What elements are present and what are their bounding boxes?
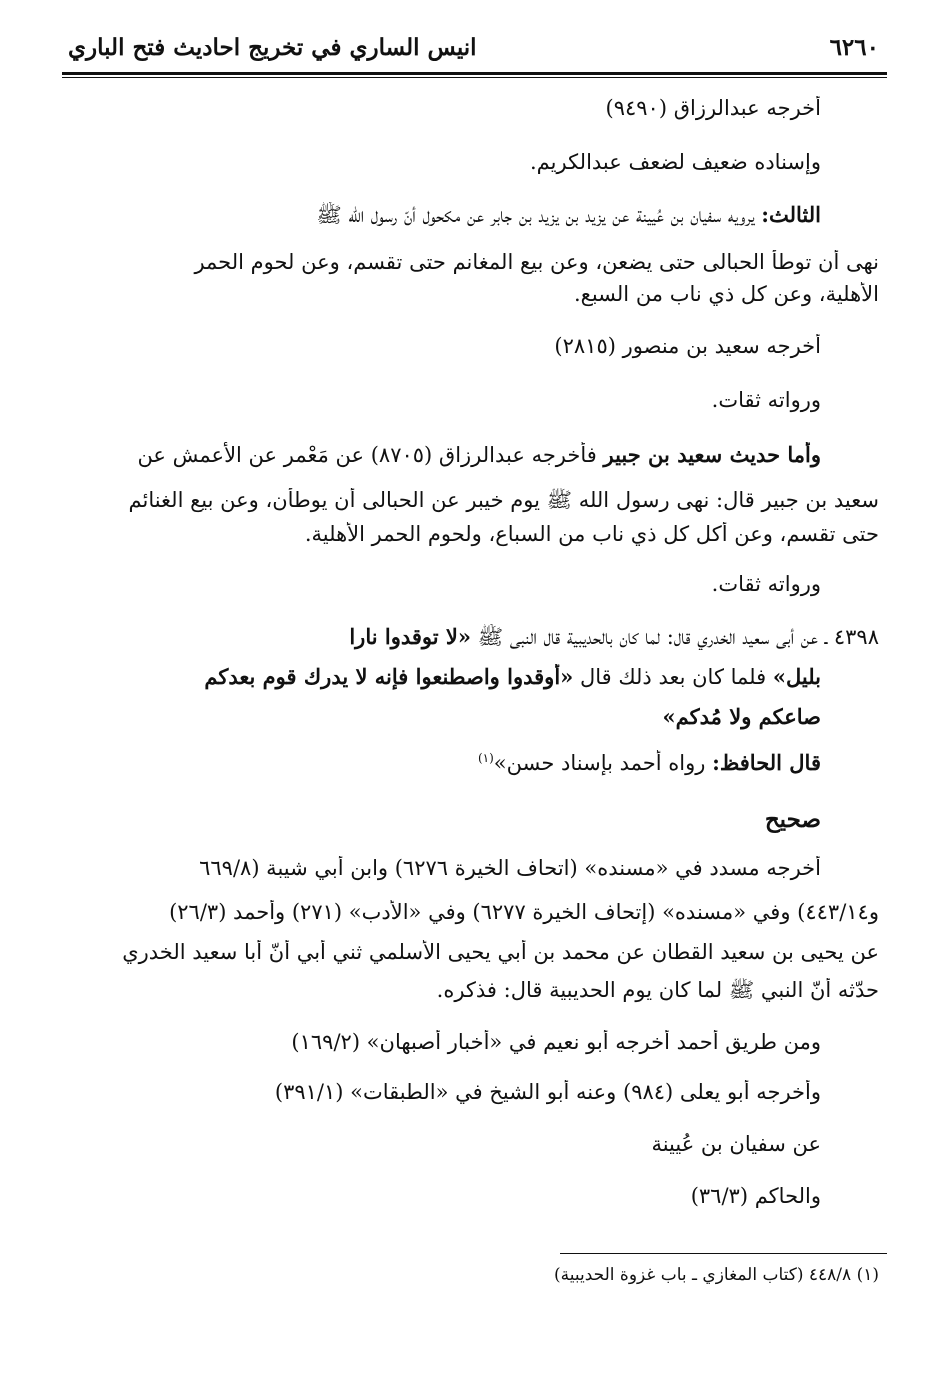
text-line: والحاكم (٣٦/٣) <box>690 1184 821 1208</box>
text-line: نهى أن توطأ الحبالى حتى يضعن، وعن بيع المغانم حتى تقسم، وعن لحوم الحمر <box>194 250 879 274</box>
section-label: قال الحافظ: <box>712 750 821 775</box>
text-run: فلما كان بعد ذلك قال <box>573 665 773 689</box>
hadith-line <box>68 664 821 690</box>
text-line: الأهلية، وعن كل ذي ناب من السبع. <box>573 282 879 306</box>
page-number: ٦٢٦٠ <box>829 34 879 61</box>
header-rule <box>62 72 887 75</box>
text-line: حتى تقسم، وعن أكل كل ذي ناب من السباع، ولحوم الحمر الأهلية. <box>304 522 879 546</box>
text-line: أخرجه مسدد في «مسنده» (اتحاف الخيرة ٦٢٧٦) وابن أبي شيبة (٦٦٩/٨ <box>199 856 821 880</box>
text-line: وأخرجه أبو يعلى (٩٨٤) وعنه أبو الشيخ في «الطبقات» (٣٩١/١) <box>274 1080 821 1104</box>
text-line: ورواته ثقات. <box>711 388 821 412</box>
text-line: عن يحيى بن سعيد القطان عن محمد بن أبي يحيى الأسلمي ثني أبي أنّ أبا سعيد الخدري <box>122 940 879 964</box>
hadith-quote: «أوقدوا واصطنعوا فإنه لا يدرك قوم بعدكم <box>204 664 574 689</box>
text-run: يرويه سفيان بن عُيينة عن يزيد بن يزيد بن جابر عن مكحول أنّ رسول الله ﷺ <box>316 203 762 227</box>
hadith-quote: صاعكم ولا مُدكم» <box>662 704 821 729</box>
hadith-line <box>68 704 821 730</box>
text-line <box>68 202 821 228</box>
text-run: فأخرجه عبدالرزاق (٨٧٠٥) عن مَعْمر عن الأعمش عن <box>137 443 604 467</box>
grade-heading: صحيح <box>764 806 821 833</box>
section-label: الثالث: <box>761 202 821 227</box>
text-line: وإسناده ضعيف لضعف عبدالكريم. <box>529 150 821 174</box>
text-line: ومن طريق أحمد أخرجه أبو نعيم في «أخبار أصبهان» (١٦٩/٢) <box>291 1030 821 1054</box>
text-run: رواه أحمد بإسناد حسن» <box>493 751 713 775</box>
footnote-rule <box>560 1253 887 1254</box>
hadith-quote: «لا توقدوا نارا <box>349 624 472 649</box>
section-label: وأما حديث سعيد بن جبير <box>603 442 821 467</box>
text-line: حدّثه أنّ النبي ﷺ لما كان يوم الحديبية قال: فذكره. <box>436 978 879 1002</box>
header-rule-thin <box>62 77 887 78</box>
text-line: ورواته ثقات. <box>711 572 821 596</box>
footnote: (١) ٤٤٨/٨ (كتاب المغازي ـ باب غزوة الحديبية) <box>553 1265 879 1285</box>
text-line: عن سفيان بن عُيينة <box>651 1132 821 1156</box>
footnote-ref: (١) <box>477 751 494 765</box>
running-title: انيس الساري في تخريج احاديث فتح الباري <box>68 34 477 61</box>
text-line <box>68 750 821 776</box>
hadith-quote: بليل» <box>772 664 821 689</box>
text-line: أخرجه عبدالرزاق (٩٤٩٠) <box>605 96 821 120</box>
text-line: سعيد بن جبير قال: نهى رسول الله ﷺ يوم خيبر عن الحبالى أن يوطأن، وعن بيع الغنائم <box>128 488 879 512</box>
text-line: و٤٤٣/١٤) وفي «مسنده» (إتحاف الخيرة ٦٢٧٧) وفي «الأدب» (٢٧١) وأحمد (٢٦/٣) <box>169 900 879 924</box>
text-line <box>68 442 821 468</box>
hadith-line <box>68 624 879 650</box>
page-header <box>68 34 879 74</box>
text-line: أخرجه سعيد بن منصور (٢٨١٥) <box>554 334 821 358</box>
text-run: ٤٣٩٨ ـ عن أبي سعيد الخدري قال: لما كان بالحديبية قال النبي ﷺ <box>471 625 879 649</box>
